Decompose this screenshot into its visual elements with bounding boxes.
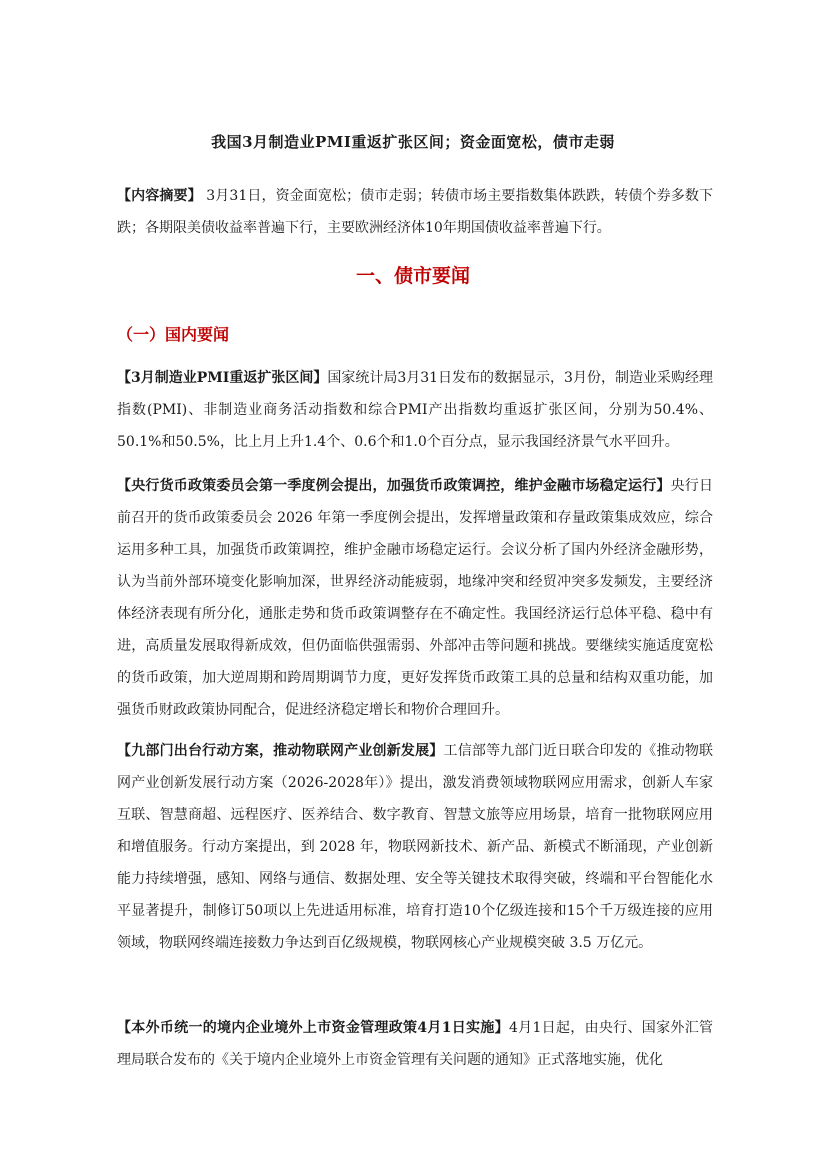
section-title: 一、债市要闻 — [355, 265, 470, 287]
news-body: 工信部等九部门近日联合印发的《推动物联网产业创新发展行动方案（2026-2028年）》提出，激发消费领域物联网应用需求，创新人车家互联、智慧商超、远程医疗、医养结合、数字教育、智慧文旅等应用场景，培育一批物联网应用和增值服务。行动方案提出，到 2028 年，物联网新技术、新产品、新模式不断涌现，产业创新能力持续增强，感知、网络与通信、数据处理、安全等关键技术取得突破，终端和平台智能化水平显著提升，制修订50项以上先进适用标准，培育打造10个亿级连接和15个千万级连接的应用领域，物联网终端连接数力争达到百亿级规模，物联网核心产业规模突破 3.5 万亿元。 — [117, 743, 714, 951]
news-headline: 【本外币统一的境内企业境外上市资金管理政策4月1日实施】 — [117, 1020, 509, 1036]
news-headline: 【央行货币政策委员会第一季度例会提出，加强货币政策调控，维护金融市场稳定运行】 — [117, 478, 671, 494]
news-item — [117, 735, 713, 959]
news-body: 国家统计局3月31日发布的数据显示，3月份，制造业采购经理指数(PMI)、非制造业商务活动指数和综合PMI产出指数均重返扩张区间，分别为50.4%、50.1%和50.5%，比上月上升1.4个、0.6个和1.0个百分点，显示我国经济景气水平回升。 — [117, 370, 713, 450]
news-body: 4月1日起，由央行、国家外汇管理局联合发布的《关于境内企业境外上市资金管理有关问题的通知》正式落地实施，优化 — [117, 1020, 713, 1068]
content-summary — [117, 180, 713, 244]
news-headline: 【3月制造业PMI重返扩张区间】 — [117, 370, 328, 386]
document-title: 我国3月制造业PMI重返扩张区间；资金面宽松，债市走弱 — [211, 133, 615, 151]
news-item — [117, 470, 713, 726]
news-body: 央行日前召开的货币政策委员会 2026 年第一季度例会提出，发挥增量政策和存量政策集成效应，综合运用多种工具，加强货币政策调控，维护金融市场稳定运行。会议分析了国内外经济金融形势，认为当前外部环境变化影响加深，世界经济动能疲弱，地缘冲突和经贸冲突多发频发，主要经济体经济表现有所分化，通胀走势和货币政策调整存在不确定性。我国经济运行总体平稳、稳中有进，高质量发展取得新成效，但仍面临供强需弱、外部冲击等问题和挑战。要继续实施适度宽松的货币政策，加大逆周期和跨周期调节力度，更好发挥货币政策工具的总量和结构双重功能，加强货币财政政策协同配合，促进经济稳定增长和物价合理回升。 — [117, 478, 713, 718]
summary-tag: 【内容摘要】 — [117, 188, 202, 204]
subsection-title: （一）国内要闻 — [117, 325, 230, 344]
news-headline: 【九部门出台行动方案，推动物联网产业创新发展】 — [117, 743, 444, 759]
news-item — [117, 1012, 713, 1076]
news-item — [117, 362, 713, 458]
summary-text: 3月31日，资金面宽松；债市走弱；转债市场主要指数集体跌跌，转债个券多数下跌；各期限美债收益率普遍下行，主要欧洲经济体10年期国债收益率普遍下行。 — [117, 188, 714, 236]
